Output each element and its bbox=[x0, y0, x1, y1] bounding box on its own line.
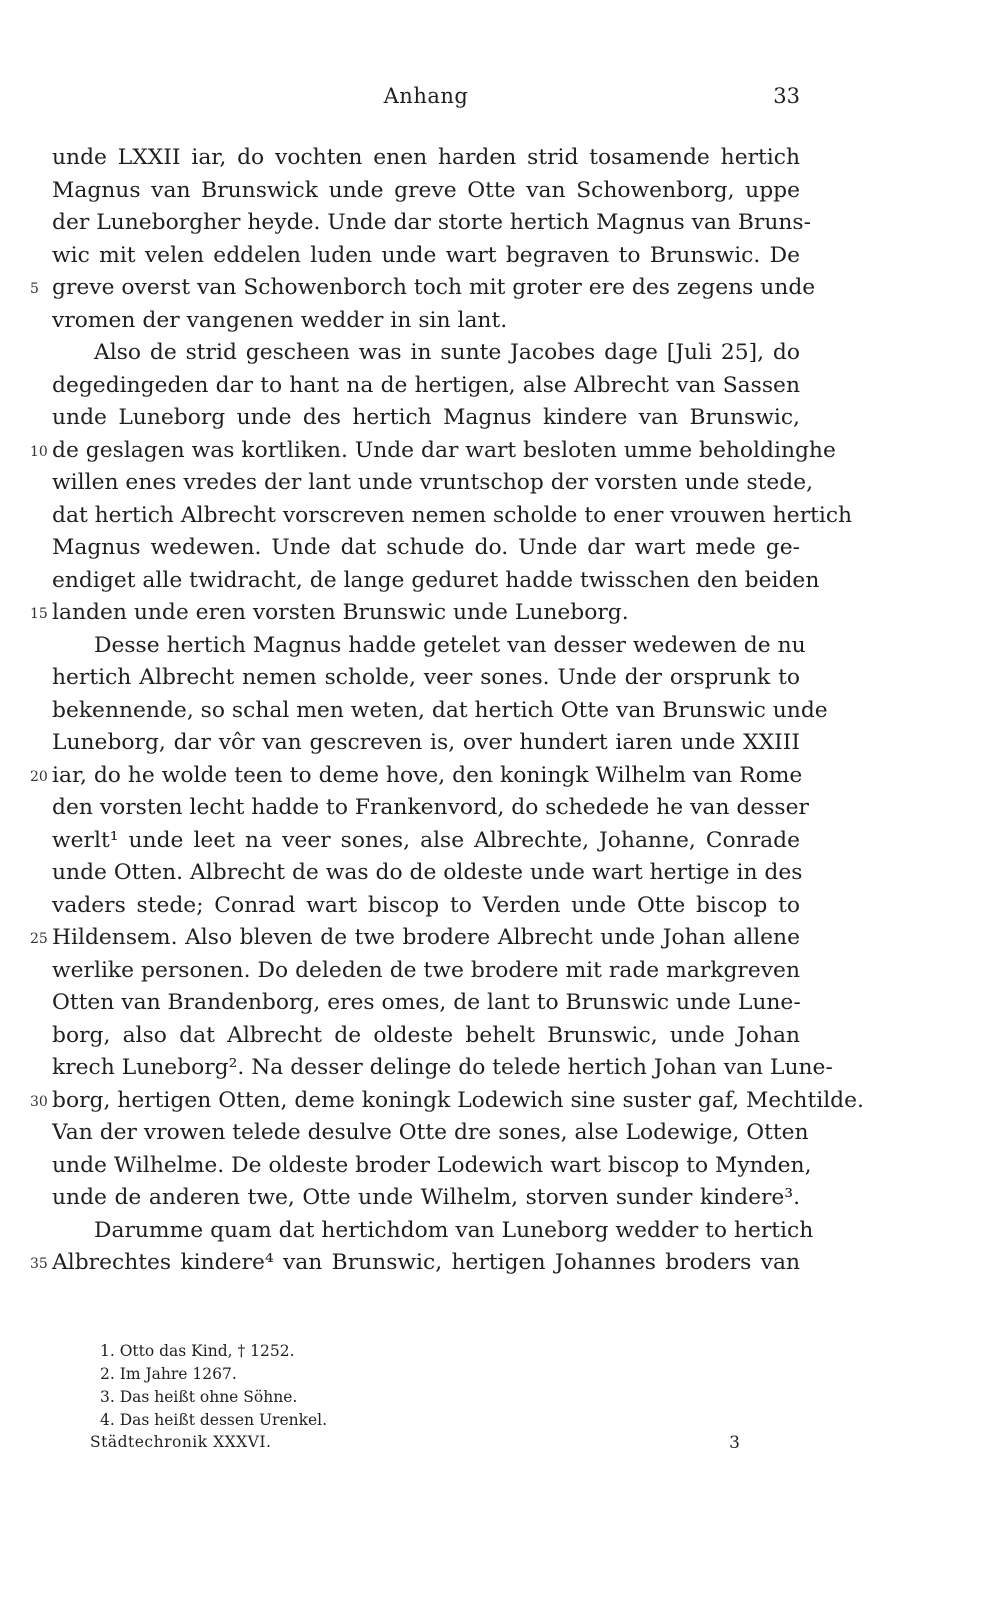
text-line-content: Magnus wedewen. Unde dat schude do. Unde dar wart mede ge- bbox=[52, 535, 800, 560]
text-line-content: iar, do he wolde teen to deme hove, den koningk Wilhelm van Rome bbox=[52, 762, 803, 788]
text-line-content: landen unde eren vorsten Brunswic unde Luneborg. bbox=[52, 600, 629, 625]
text-line-content: willen enes vredes der lant unde vruntschop der vorsten unde stede, bbox=[52, 470, 814, 495]
text-line bbox=[52, 1182, 800, 1215]
text-line bbox=[52, 532, 800, 565]
text-line bbox=[30, 272, 816, 305]
text-line bbox=[30, 1247, 800, 1280]
text-line bbox=[30, 1085, 864, 1118]
body-text bbox=[30, 142, 864, 1280]
text-line bbox=[30, 922, 800, 955]
text-line-content: vaders stede; Conrad wart biscop to Verden unde Otte biscop to bbox=[52, 892, 800, 918]
running-header bbox=[52, 84, 800, 118]
text-line-content: greve overst van Schowenborch toch mit groter ere des zegens unde bbox=[52, 275, 816, 300]
line-number: 10 bbox=[30, 443, 48, 460]
text-line bbox=[30, 760, 803, 793]
text-line bbox=[52, 467, 814, 500]
text-line-content: wic mit velen eddelen luden unde wart begraven to Brunswic. De bbox=[52, 242, 800, 268]
text-line bbox=[52, 1215, 814, 1248]
text-line bbox=[52, 890, 800, 923]
line-number: 35 bbox=[30, 1256, 48, 1272]
text-line bbox=[52, 142, 800, 175]
text-line-content: den vorsten lecht hadde to Frankenvord, do schedede he van desser bbox=[52, 795, 809, 820]
text-line-content: borg, also dat Albrecht de oldeste behelt Brunswic, unde Johan bbox=[52, 1022, 800, 1048]
text-line-content: Hildensem. Also bleven de twe brodere Albrecht unde Johan allene bbox=[52, 925, 800, 950]
text-line-content: unde LXXII iar, do vochten enen harden strid tosamende hertich bbox=[52, 145, 800, 170]
text-line bbox=[52, 695, 828, 728]
text-line bbox=[52, 792, 809, 825]
text-line bbox=[30, 597, 800, 630]
text-line bbox=[52, 402, 800, 435]
text-line-content: Darumme quam dat hertichdom van Luneborg wedder to hertich bbox=[94, 1217, 814, 1243]
text-line-content: de geslagen was kortliken. Unde dar wart besloten umme beholdinghe bbox=[52, 437, 836, 463]
text-line-content: Luneborg, dar vôr van gescreven is, over hundert iaren unde XXIII bbox=[52, 730, 800, 755]
sheet-number: 3 bbox=[729, 1433, 740, 1453]
line-number: 5 bbox=[30, 281, 39, 297]
text-line-content: unde Luneborg unde des hertich Magnus kindere van Brunswic, bbox=[52, 405, 800, 430]
text-line bbox=[52, 370, 800, 403]
text-line bbox=[52, 630, 806, 663]
line-number: 30 bbox=[30, 1093, 48, 1110]
footnote: 1. Otto das Kind, † 1252. bbox=[100, 1342, 295, 1360]
footnotes bbox=[100, 1340, 800, 1432]
text-line-content: Otten van Brandenborg, eres omes, de lant to Brunswic unde Lune- bbox=[52, 990, 801, 1015]
text-line-content: endiget alle twidracht, de lange geduret hadde twisschen den beiden bbox=[52, 567, 820, 593]
text-line-content: werlt¹ unde leet na veer sones, alse Albrechte, Johanne, Conrade bbox=[52, 827, 800, 853]
text-line bbox=[52, 565, 820, 598]
text-line bbox=[52, 500, 853, 533]
text-line bbox=[52, 825, 800, 858]
signature-mark: Städtechronik XXXVI. bbox=[90, 1433, 272, 1451]
text-line bbox=[52, 175, 800, 208]
text-line-content: Van der vrowen telede desulve Otte dre sones, alse Lodewige, Otten bbox=[52, 1120, 809, 1145]
text-line bbox=[52, 1020, 800, 1053]
text-line-content: Also de strid gescheen was in sunte Jacobes dage [Juli 25], do bbox=[94, 340, 800, 365]
page-number: 33 bbox=[773, 84, 800, 108]
text-line-content: unde Wilhelme. De oldeste broder Lodewich wart biscop to Mynden, bbox=[52, 1152, 812, 1178]
text-line bbox=[52, 305, 800, 338]
text-line-content: hertich Albrecht nemen scholde, veer sones. Unde der orsprunk to bbox=[52, 665, 800, 690]
text-line-content: bekennende, so schal men weten, dat hertich Otte van Brunswic unde bbox=[52, 697, 828, 723]
text-line-content: Desse hertich Magnus hadde getelet van desser wedewen de nu bbox=[94, 632, 806, 658]
text-line-content: dat hertich Albrecht vorscreven nemen scholde to ener vrouwen hertich bbox=[52, 502, 853, 528]
page-footer bbox=[90, 1433, 740, 1459]
text-line bbox=[52, 955, 800, 988]
text-line-content: vromen der vangenen wedder in sin lant. bbox=[52, 307, 508, 333]
text-line bbox=[52, 240, 800, 273]
text-line-content: krech Luneborg². Na desser delinge do telede hertich Johan van Lune- bbox=[52, 1055, 833, 1080]
footnote: 3. Das heißt ohne Söhne. bbox=[100, 1388, 298, 1406]
text-line-content: Magnus van Brunswick unde greve Otte van Schowenborg, uppe bbox=[52, 177, 800, 203]
text-line bbox=[52, 987, 800, 1020]
text-line-content: degedingeden dar to hant na de hertigen, alse Albrecht van Sassen bbox=[52, 372, 800, 398]
text-line-content: werlike personen. Do deleden de twe brodere mit rade markgreven bbox=[52, 957, 800, 983]
text-line bbox=[52, 727, 800, 760]
text-line-content: borg, hertigen Otten, deme koningk Lodewich sine suster gaf, Mechtilde. bbox=[52, 1087, 864, 1113]
text-line bbox=[30, 435, 836, 468]
line-number: 15 bbox=[30, 606, 48, 622]
footnote: 2. Im Jahre 1267. bbox=[100, 1365, 237, 1383]
running-title: Anhang bbox=[383, 84, 469, 108]
text-line bbox=[52, 1052, 833, 1085]
footnote: 4. Das heißt dessen Urenkel. bbox=[100, 1411, 328, 1429]
text-line bbox=[52, 857, 803, 890]
text-line bbox=[52, 662, 800, 695]
text-line-content: unde Otten. Albrecht de was do de oldeste unde wart hertige in des bbox=[52, 860, 803, 885]
text-line bbox=[52, 1150, 812, 1183]
text-line-content: Albrechtes kindere⁴ van Brunswic, hertigen Johannes broders van bbox=[52, 1250, 800, 1275]
line-number: 20 bbox=[30, 768, 48, 785]
text-line-content: unde de anderen twe, Otte unde Wilhelm, storven sunder kindere³. bbox=[52, 1185, 800, 1210]
text-line bbox=[52, 1117, 809, 1150]
text-line-content: der Luneborgher heyde. Unde dar storte hertich Magnus van Bruns- bbox=[52, 210, 811, 235]
text-line bbox=[52, 337, 800, 370]
line-number: 25 bbox=[30, 931, 48, 947]
text-line bbox=[52, 207, 811, 240]
